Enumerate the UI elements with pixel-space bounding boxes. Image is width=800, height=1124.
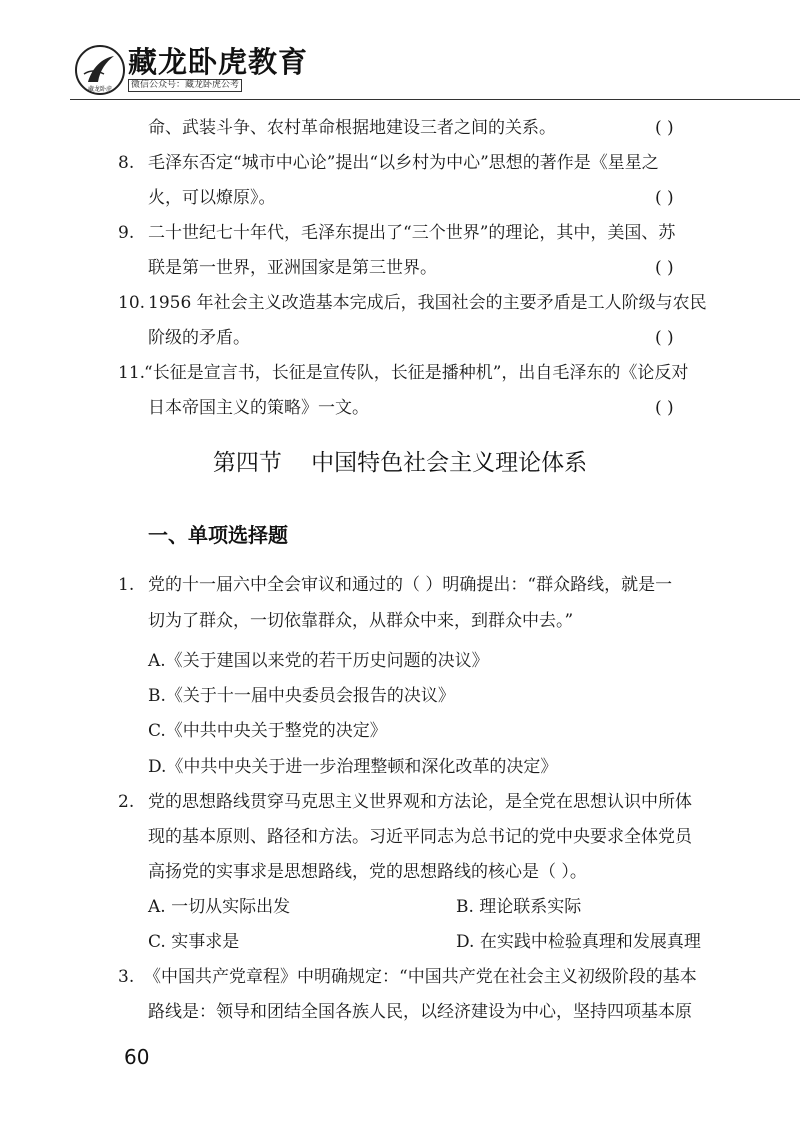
item-text-line: “长征是宣言书，长征是宣传队，长征是播种机”，出自毛泽东的《论反对 xyxy=(144,363,689,383)
option-a: A. 一切从实际出发 xyxy=(148,897,291,917)
item-text-line: 命、武装斗争、农村革命根据地建设三者之间的关系。 xyxy=(148,118,556,138)
option-d: D. 在实践中检验真理和发展真理 xyxy=(456,932,701,952)
item-text-line: 联是第一世界，亚洲国家是第三世界。 xyxy=(148,258,437,278)
answer-blank: ( ) xyxy=(655,188,674,208)
logo-text: 藏龙卧虎 xyxy=(87,86,113,93)
page-header xyxy=(0,0,800,100)
item-text-line: 1956 年社会主义改造基本完成后，我国社会的主要矛盾是工人阶级与农民 xyxy=(148,293,707,313)
item-text-line: 毛泽东否定“城市中心论”提出“以乡村为中心”思想的著作是《星星之 xyxy=(148,153,659,173)
section-title: 第四节 中国特色社会主义理论体系 xyxy=(212,450,588,476)
option-b: B.《关于十一届中央委员会报告的决议》 xyxy=(148,686,455,706)
answer-blank: ( ) xyxy=(655,258,674,278)
question-number: 1. xyxy=(118,575,135,595)
item-text-line: 火，可以燎原》。 xyxy=(148,188,276,208)
question-text-line: 党的思想路线贯穿马克思主义世界观和方法论，是全党在思想认识中所体 xyxy=(148,792,692,812)
answer-blank: ( ) xyxy=(655,328,674,348)
question-number: 2. xyxy=(118,792,135,812)
item-number: 10. xyxy=(118,293,146,313)
question-text-line: 切为了群众，一切依靠群众，从群众中来，到群众中去。” xyxy=(148,611,574,631)
item-number: 8. xyxy=(118,153,135,173)
question-text-line: 高扬党的实事求是思想路线，党的思想路线的核心是（ ）。 xyxy=(148,862,587,882)
option-a: A.《关于建国以来党的若干历史问题的决议》 xyxy=(148,651,489,671)
question-text-line: 《中国共产党章程》中明确规定：“中国共产党在社会主义初级阶段的基本 xyxy=(144,967,697,987)
brand-subtitle: 微信公众号：藏龙卧虎公考 xyxy=(128,79,242,92)
answer-blank: ( ) xyxy=(655,398,674,418)
brand-name: 藏龙卧虎教育 xyxy=(128,45,309,79)
page-number: 60 xyxy=(124,1045,150,1069)
logo-icon xyxy=(74,44,126,96)
question-text-line: 路线是：领导和团结全国各族人民，以经济建设为中心，坚持四项基本原 xyxy=(148,1002,692,1022)
option-c: C. 实事求是 xyxy=(148,932,240,952)
question-number: 3. xyxy=(118,967,135,987)
item-number: 9. xyxy=(118,223,135,243)
item-text-line: 二十世纪七十年代，毛泽东提出了“三个世界”的理论，其中，美国、苏 xyxy=(148,223,676,243)
option-c: C.《中共中央关于整党的决定》 xyxy=(148,721,387,741)
sub-heading: 一、单项选择题 xyxy=(148,523,288,547)
question-text-line: 现的基本原则、路径和方法。习近平同志为总书记的党中央要求全体党员 xyxy=(148,827,692,847)
option-b: B. 理论联系实际 xyxy=(456,897,582,917)
question-text-line: 党的十一届六中全会审议和通过的（ ）明确提出：“群众路线，就是一 xyxy=(148,575,673,595)
item-text-line: 阶级的矛盾。 xyxy=(148,328,250,348)
option-d: D.《中共中央关于进一步治理整顿和深化改革的决定》 xyxy=(148,757,558,777)
item-text-line: 日本帝国主义的策略》一文。 xyxy=(148,398,369,418)
answer-blank: ( ) xyxy=(655,118,674,138)
header-divider xyxy=(70,99,800,100)
item-number: 11. xyxy=(118,363,146,383)
